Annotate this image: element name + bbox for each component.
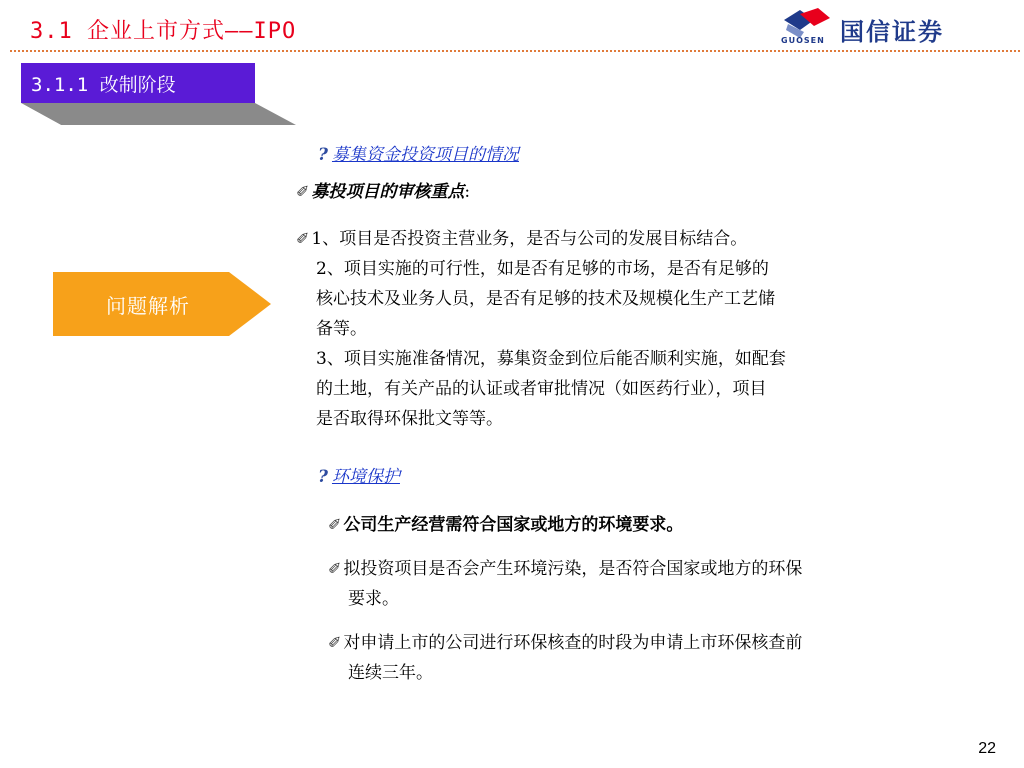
list-item-text: 1、项目是否投资主营业务，是否与公司的发展目标结合。 xyxy=(311,229,748,249)
list-line: 3、项目实施准备情况，募集资金到位后能否顺利实施，如配套 xyxy=(316,349,786,369)
pencil-icon: ✐ xyxy=(296,182,310,201)
env-item xyxy=(328,628,802,658)
env-item-text: 拟投资项目是否会产生环境污染，是否符合国家或地方的环保 xyxy=(343,559,803,579)
list-line: 核心技术及业务人员，是否有足够的技术及规模化生产工艺储 xyxy=(316,289,775,309)
env-item xyxy=(328,554,802,584)
env-item-text: 公司生产经营需符合国家或地方的环境要求。 xyxy=(343,515,684,535)
list-line: 是否取得环保批文等等。 xyxy=(316,409,503,429)
heading-environment-text: 环境保护 xyxy=(331,467,400,487)
env-item xyxy=(328,510,683,540)
pencil-icon: ✐ xyxy=(328,559,342,578)
logo-subtext: GUOSEN xyxy=(781,36,825,45)
page-number: 22 xyxy=(978,740,996,757)
pencil-icon: ✐ xyxy=(328,633,342,652)
heading-fundraising xyxy=(318,140,519,170)
env-item-line: 要求。 xyxy=(348,589,399,609)
list-line: 备等。 xyxy=(316,319,367,339)
pencil-icon: ✐ xyxy=(328,515,342,534)
heading-environment xyxy=(318,462,400,492)
question-icon: ? xyxy=(318,145,328,165)
page-title: 3.1 企业上市方式——IPO xyxy=(30,19,297,44)
list-line: 的土地，有关产品的认证或者审批情况（如医药行业），项目 xyxy=(316,379,767,399)
side-arrow-label: 问题解析 xyxy=(106,293,190,318)
env-item-text: 对申请上市的公司进行环保核查的时段为申请上市环保核查前 xyxy=(343,633,803,653)
section-tab: 3.1.1 改制阶段 xyxy=(21,63,255,103)
pencil-icon: ✐ xyxy=(296,229,310,248)
heading-fundraising-text: 募集资金投资项目的情况 xyxy=(331,145,519,165)
subheading-colon: : xyxy=(464,182,471,202)
list-item xyxy=(296,224,747,254)
env-item-line: 连续三年。 xyxy=(348,663,433,683)
logo-text: 国信证券 xyxy=(840,18,944,46)
subheading-review-points xyxy=(296,177,470,207)
question-icon: ? xyxy=(318,467,328,487)
list-line: 2、项目实施的可行性，如是否有足够的市场，是否有足够的 xyxy=(316,259,769,279)
subheading-text: 募投项目的审核重点 xyxy=(311,182,465,202)
